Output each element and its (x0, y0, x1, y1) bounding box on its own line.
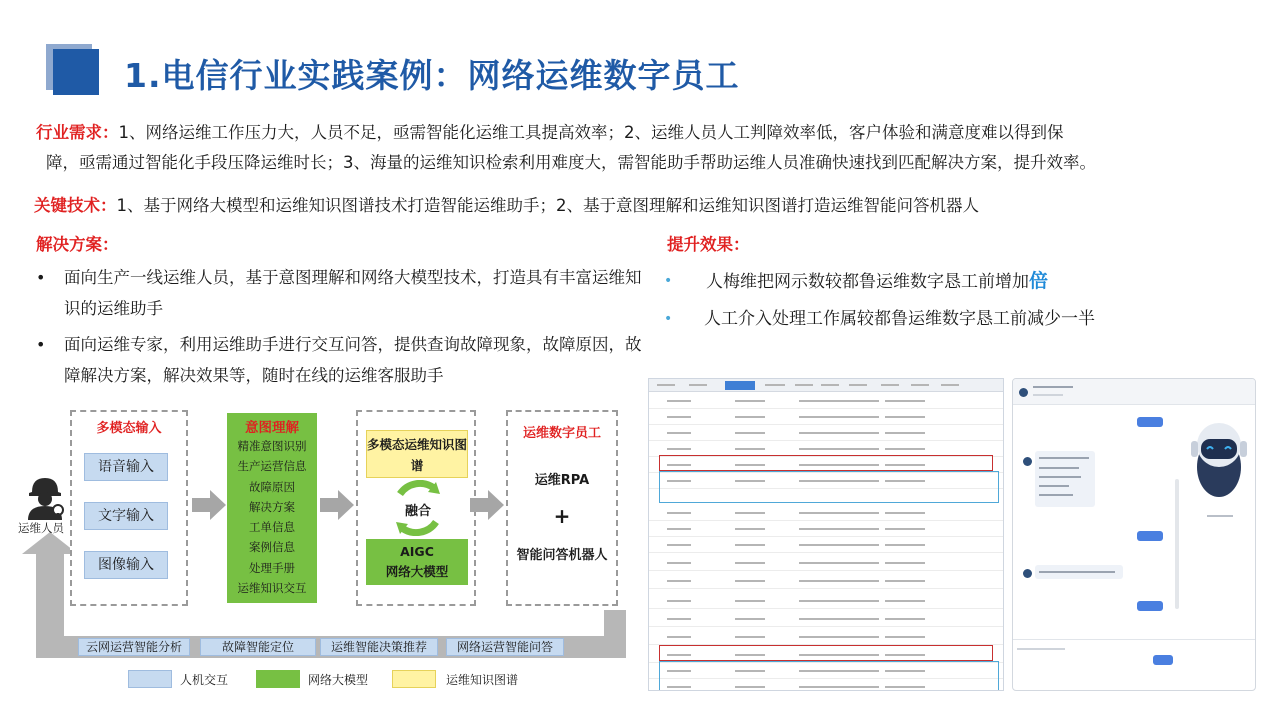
title-decoration-front (53, 49, 99, 95)
flow-arrow (192, 490, 226, 520)
table-cell (667, 580, 691, 582)
intent-item: 精准意图识别 (237, 439, 307, 453)
table-cell (667, 618, 691, 620)
demand-line-2: 障，亟需通过智能化手段压降运维时长；3、海量的运维知识检索利用难度大，需智能助手帮助运维人员准确快速找到匹配解决方案，提升效率。 (46, 153, 1096, 172)
table-row (649, 393, 1003, 409)
effect-item-1-emphasis: 倍 (1029, 270, 1049, 292)
table-cell (799, 512, 879, 514)
highlight-frame-blue (659, 471, 999, 503)
capability-decision: 运维智能决策推荐 (320, 638, 438, 656)
engineer-icon (18, 472, 72, 520)
legend-swatch (392, 670, 436, 688)
key-technology (34, 191, 1244, 221)
chat-header (1013, 379, 1255, 405)
table-row (649, 629, 1003, 645)
table-cell (885, 416, 925, 418)
industry-demand (36, 118, 1246, 178)
bot-message (1035, 451, 1095, 507)
table-cell (885, 580, 925, 582)
table-row (649, 505, 1003, 521)
capability-fault-location: 故障智能定位 (200, 638, 316, 656)
table-cell (735, 562, 765, 564)
effect-item-2-text: 人工介入处理工作属较都鲁运维数字恳工前减少一半 (704, 309, 1095, 329)
employee-title: 运维数字员工 (522, 426, 601, 441)
table-cell (799, 636, 879, 638)
table-cell (799, 562, 879, 564)
page-title: 1.电信行业实践案例：网络运维数字员工 (124, 56, 740, 95)
table-cell (799, 618, 879, 620)
multimodal-title: 多模态输入 (96, 421, 162, 436)
intent-item: 生产运营信息 (237, 459, 307, 474)
table-cell (735, 512, 765, 514)
table-cell (799, 600, 879, 602)
table-cell (667, 600, 691, 602)
fusion-label: 融合 (404, 504, 431, 519)
table-cell (885, 544, 925, 546)
table-cell (885, 636, 925, 638)
text-input: 文字输入 (84, 502, 168, 530)
table-cell (667, 528, 691, 530)
chat-scrollbar[interactable] (1175, 479, 1179, 609)
intent-item: 案例信息 (249, 540, 295, 555)
table-cell (667, 636, 691, 638)
highlight-frame-red (659, 455, 993, 471)
table-cell (735, 544, 765, 546)
table-cell (667, 416, 691, 418)
solution-list (34, 262, 656, 396)
bot-avatar (1019, 388, 1028, 397)
flow-arrow (320, 490, 354, 520)
demand-line-1: 1、网络运维工作压力大，人员不足，亟需智能化运维工具提高效率；2、运维人员人工判障效率低，客户体验和满意度难以得到保 (118, 123, 1064, 142)
table-cell (735, 600, 765, 602)
architecture-diagram (14, 404, 630, 700)
chatbot-screenshot (1012, 378, 1256, 691)
table-row (649, 555, 1003, 571)
plus-label: + (553, 504, 571, 528)
table-cell (799, 400, 879, 402)
table-row (649, 573, 1003, 589)
demand-label: 行业需求： (36, 123, 119, 142)
image-input: 图像输入 (84, 551, 168, 579)
bot-profile (1181, 409, 1256, 639)
legend-swatch (256, 670, 300, 688)
table-row (649, 537, 1003, 553)
effect-heading: 提升效果： (667, 235, 750, 254)
table-cell (799, 432, 879, 434)
table-cell (735, 580, 765, 582)
table-cell (667, 400, 691, 402)
keytech-text: 1、基于网络大模型和运维知识图谱技术打造智能运维助手；2、基于意图理解和运维知识图谱打造运维智能问答机器人 (116, 196, 979, 215)
intent-item: 运维知识交互 (237, 581, 307, 596)
table-cell (885, 528, 925, 530)
bullet-icon: • (664, 311, 673, 327)
kg-title-box: 多模态运维知识图谱 (366, 430, 468, 478)
table-cell (799, 580, 879, 582)
model-box (366, 539, 468, 585)
intent-item: 工单信息 (249, 520, 295, 535)
table-cell (885, 448, 925, 450)
solution-item: • 面向生产一线运维人员，基于意图理解和网络大模型技术，打造具有丰富运维知识的运维助手 (34, 262, 656, 324)
table-cell (799, 544, 879, 546)
solution-item: • 面向运维专家，利用运维助手进行交互问答，提供查询故障现象，故障原因，故障解决方案，解决效果等，随时在线的运维客服助手 (34, 329, 656, 391)
work-order-screenshot (648, 378, 1004, 691)
table-cell (735, 448, 765, 450)
table-row (649, 425, 1003, 441)
table-cell (667, 544, 691, 546)
table-cell (885, 600, 925, 602)
active-tab (725, 381, 755, 390)
table-row (649, 593, 1003, 609)
table-row (649, 521, 1003, 537)
table-cell (667, 512, 691, 514)
intent-item: 故障原因 (249, 479, 295, 494)
table-row (649, 611, 1003, 627)
table-cell (667, 562, 691, 564)
intent-title: 意图理解 (245, 420, 299, 436)
digital-employee-box (506, 410, 618, 606)
table-cell (799, 528, 879, 530)
table-cell (885, 432, 925, 434)
table-cell (735, 636, 765, 638)
table-cell (667, 448, 691, 450)
robot-avatar-icon (1181, 409, 1256, 509)
send-button[interactable] (1153, 655, 1173, 665)
flow-arrow (470, 490, 504, 520)
person-label: 运维人员 (18, 521, 64, 535)
chat-input[interactable] (1013, 639, 1255, 691)
table-cell (885, 512, 925, 514)
effect-item (664, 266, 1134, 304)
effect-list (664, 266, 1134, 342)
legend-swatch (128, 670, 172, 688)
solution-heading: 解决方案： (36, 235, 119, 254)
bot-avatar (1023, 457, 1032, 466)
user-message (1137, 417, 1163, 427)
table-cell (735, 416, 765, 418)
user-message (1137, 531, 1163, 541)
highlight-frame-blue (659, 661, 999, 691)
table-cell (735, 528, 765, 530)
table-cell (735, 618, 765, 620)
intent-item: 解决方案 (249, 499, 295, 514)
capability-analysis: 云网运营智能分析 (78, 638, 190, 656)
model-label: 网络大模型 (385, 564, 449, 579)
table-cell (667, 432, 691, 434)
table-cell (885, 618, 925, 620)
table-cell (799, 416, 879, 418)
multimodal-input-box (70, 410, 188, 606)
intent-item: 处理手册 (249, 560, 295, 575)
table-cell (885, 562, 925, 564)
bot-message (1035, 565, 1123, 579)
intent-understanding-column (227, 413, 317, 603)
keytech-label: 关键技术： (34, 196, 117, 215)
highlight-frame-red (659, 645, 993, 661)
bullet-icon: • (664, 273, 673, 289)
table-cell (885, 400, 925, 402)
table-row (649, 409, 1003, 425)
effect-item-1-text: 人梅维把网示数较都鲁运维数字恳工前增加 (706, 272, 1029, 292)
robot-label: 智能问答机器人 (516, 548, 608, 563)
user-message (1137, 601, 1163, 611)
effect-item (664, 304, 1134, 342)
bot-avatar (1023, 569, 1032, 578)
voice-input: 语音输入 (84, 453, 168, 481)
table-cell (735, 400, 765, 402)
legend-label: 网络大模型 (308, 673, 369, 687)
table-header (649, 379, 1003, 392)
legend-label: 运维知识图谱 (446, 673, 519, 687)
aigc-label: AIGC (400, 544, 434, 559)
legend-label: 人机交互 (180, 673, 229, 687)
rpa-label: 运维RPA (534, 473, 590, 488)
capability-qa: 网络运营智能问答 (446, 638, 564, 656)
table-cell (799, 448, 879, 450)
table-cell (735, 432, 765, 434)
